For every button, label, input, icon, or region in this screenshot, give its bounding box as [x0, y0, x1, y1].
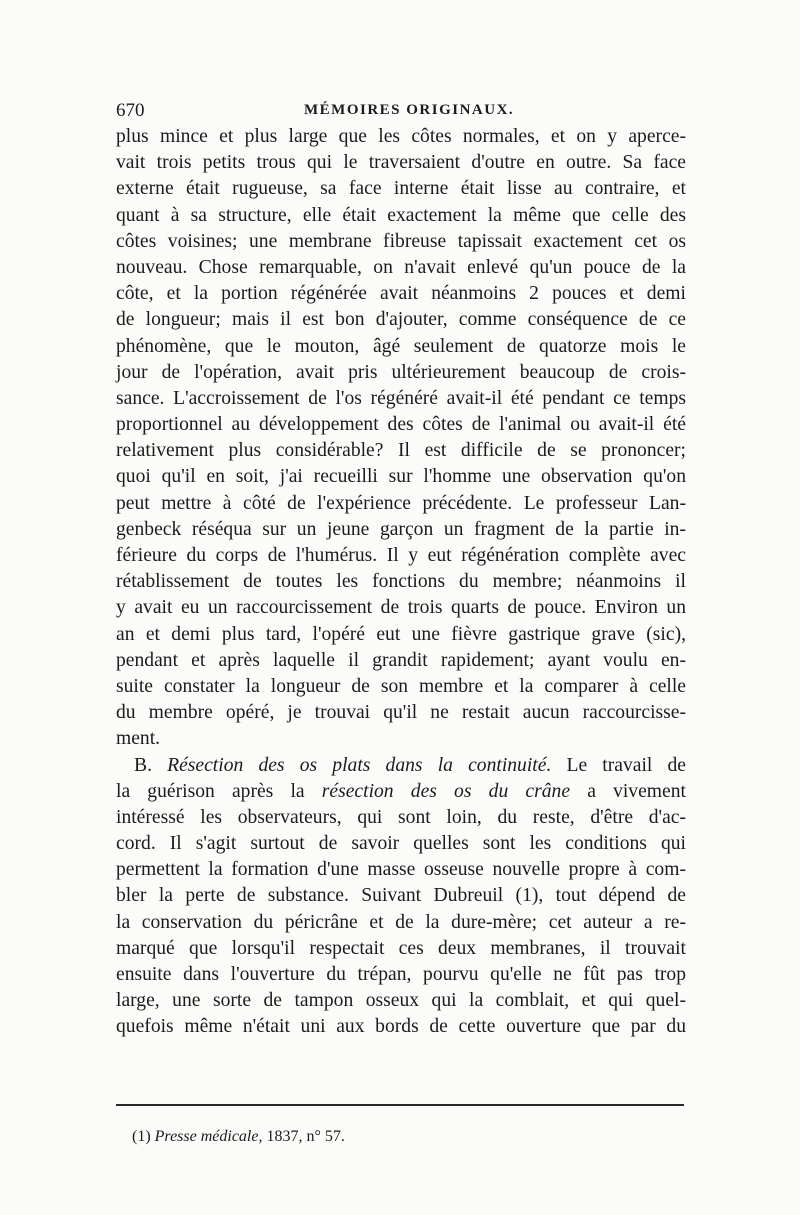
text-line: marqué que lorsqu'il respectait ces deux membranes, il trouvait [116, 937, 686, 959]
footnote [132, 1128, 345, 1146]
section-b [116, 753, 686, 1041]
text-line: Le travail de [551, 754, 686, 776]
text-line: quoi qu'il en soit, j'ai recueilli sur l'homme une observation qu'on [116, 466, 686, 488]
paragraph-continued [116, 124, 686, 753]
text-line: externe était rugueuse, sa face interne était lisse au contraire, et [116, 178, 686, 200]
text-line: intéressé les observateurs, qui sont loin, du reste, d'être d'ac- [116, 806, 686, 828]
text-line: large, une sorte de tampon osseux qui la comblait, et qui quel- [116, 990, 686, 1012]
text-line: an et demi plus tard, l'opéré eut une fièvre gastrique grave (sic), [116, 623, 686, 645]
text-line: jour de l'opération, avait pris ultérieurement beaucoup de crois- [116, 361, 686, 383]
page-header [116, 100, 686, 126]
text-line: pendant et après laquelle il grandit rapidement; ayant voulu en- [116, 649, 686, 671]
text-line: de longueur; mais il est bon d'ajouter, comme conséquence de ce [116, 309, 686, 331]
footnote-rule [116, 1104, 684, 1106]
text-line: du membre opéré, je trouvai qu'il ne restait aucun raccourcisse- [116, 702, 686, 724]
text-fragment: la guérison après la [116, 780, 322, 802]
text-line: quant à sa structure, elle était exactement la même que celle des [116, 204, 686, 226]
text-line: plus mince et plus large que les côtes normales, et on y aperce- [116, 126, 686, 147]
footnote-marker: (1) [132, 1128, 151, 1145]
page-number: 670 [116, 100, 145, 121]
body-text [116, 124, 686, 1041]
text-line: côte, et la portion régénérée avait néanmoins 2 pouces et demi [116, 283, 686, 305]
text-line: quefois même n'était uni aux bords de cette ouverture que par du [116, 1016, 686, 1038]
text-line: cord. Il s'agit surtout de savoir quelles sont les conditions qui [116, 833, 686, 855]
text-line [116, 779, 686, 805]
text-line: suite constater la longueur de son membre et la comparer à celle [116, 675, 686, 697]
text-line: férieure du corps de l'humérus. Il y eut régénération complète avec [116, 545, 686, 566]
running-title: MÉMOIRES ORIGINAUX. [304, 102, 515, 118]
text-line: bler la perte de substance. Suivant Dubreuil (1), tout dépend de [116, 885, 686, 907]
section-b-heading-line [116, 753, 686, 779]
italic-term: résection des os du crâne [321, 780, 571, 802]
text-line: ment. [116, 728, 161, 750]
text-line: rétablissement de toutes les fonctions du membre; néanmoins il [116, 571, 686, 593]
text-line: ensuite dans l'ouverture du trépan, pourvu qu'elle ne fût pas trop [116, 964, 686, 985]
text-line: relativement plus considérable? Il est difficile de se prononcer; [116, 440, 686, 462]
text-line: vait trois petits trous qui le traversaient d'outre en outre. Sa face [116, 152, 686, 174]
section-b-lines [116, 805, 686, 1041]
text-line: phénomène, que le mouton, âgé seulement de quatorze mois le [116, 335, 686, 357]
text-line: nouveau. Chose remarquable, on n'avait enlevé qu'un pouce de la [116, 256, 686, 278]
text-line: proportionnel au développement des côtes de l'animal ou avait-il été [116, 414, 686, 436]
text-line: genbeck réséqua sur un jeune garçon un fragment de la partie in- [116, 518, 686, 540]
text-line: sance. L'accroissement de l'os régénéré avait-il été pendant ce temps [116, 387, 686, 409]
footnote-details: 1837, n° 57. [266, 1128, 345, 1145]
text-line: y avait eu un raccourcissement de trois quarts de pouce. Environ un [116, 597, 686, 619]
text-line: la conservation du péricrâne et de la dure-mère; cet auteur a re- [116, 911, 686, 933]
text-line: côtes voisines; une membrane fibreuse tapissait exactement cet os [116, 230, 686, 252]
text-fragment: a vivement [570, 780, 686, 802]
footnote-journal: Presse médicale, [154, 1128, 263, 1145]
section-label: B. [134, 754, 152, 776]
text-line: permettent la formation d'une masse osseuse nouvelle propre à com- [116, 859, 686, 881]
section-title: Résection des os plats dans la continuité. [167, 754, 552, 776]
text-line: peut mettre à côté de l'expérience précédente. Le professeur Lan- [116, 492, 686, 514]
